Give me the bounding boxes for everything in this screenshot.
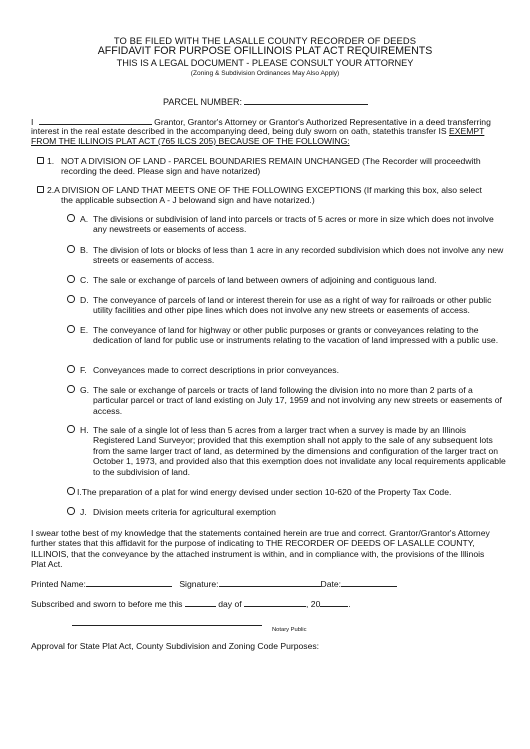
option-f-text: Conveyances made to correct descriptions in prior conveyances. [93,365,339,375]
option-g-letter: G. [80,385,90,395]
option-e-radio[interactable] [67,325,75,333]
option-e-text: The conveyance of land for highway or other public purposes or grants or conveyances relating to the dedication of land for public use or instruments relating to the vacation of land impressed with a public use. [93,325,499,346]
month-field[interactable] [244,598,306,607]
printed-name-label: Printed Name: [31,579,86,589]
sworn-statement: I swear tothe best of my knowledge that the statements contained herein are true and correct. Grantor/Grantor's Attorney further states that this affidavit for the purpose of indicating to THE RECORDER OF DEEDS OF LASALLE COUNTY, ILLINOIS, that the conveyance by the attached instrument is within, and in compliance with, the provisions of the Illinois Plat Act. [31,528,490,570]
signature-field[interactable] [219,578,321,587]
item-1-number: 1. [47,156,55,166]
option-d-text: The conveyance of parcels of land or interest therein for use as a right of way for railroads or other public utility facilities and other pipe lines which does not involve any new streets or easements of access. [93,295,492,316]
header-line-1: TO BE FILED WITH THE LASALLE COUNTY RECORDER OF DEEDS [113,35,417,46]
option-j-radio[interactable] [67,507,75,515]
intro-line-2 [31,126,516,136]
option-f-letter: F. [80,365,87,375]
option-b-letter: B. [80,245,89,255]
notary-label: Notary Public [272,627,307,633]
subscribed-prefix: Subscribed and sworn to before me this [31,599,183,609]
option-i-text: I.The preparation of a plat for wind energy devised under section 10-620 of the Property Tax Code. [77,487,452,497]
parcel-number-row [163,96,368,107]
option-a-text: The divisions or subdivision of land into parcels or tracts of 5 acres or more in size which does not involve any newstreets or easements of access. [93,214,494,235]
year-field[interactable] [320,598,351,609]
item-2-line-1: 2.A DIVISION OF LAND THAT MEETS ONE OF THE FOLLOWING EXCEPTIONS (If marking this box, also select [47,185,482,195]
option-f-radio[interactable] [67,365,75,373]
document-title: AFFIDAVIT FOR PURPOSE OFILLINOIS PLAT ACT REQUIREMENTS [97,45,433,57]
intro-text-2: interest in the real estate described in the accompanying deed, being duly sworn on oath, statethis transfer IS [31,126,449,136]
option-d-letter: D. [80,295,89,305]
parcel-number-field[interactable] [244,96,368,105]
option-d-radio[interactable] [67,295,75,303]
option-g-text: The sale or exchange of parcels or tracts of land following the division into no more than 2 parts of a particular parcel or tract of land existing on July 17, 1959 and not involving any new streets or easements of access. [93,385,502,416]
parcel-number-label: PARCEL NUMBER: [163,97,243,107]
option-c-text: The sale or exchange of parcels of land between owners of adjoining and contiguous land. [93,275,437,285]
option-i-radio[interactable] [67,487,75,495]
item-2-line-2: the applicable subsection A - J belowand sign and have notarized.) [61,195,315,205]
year-prefix: , 20 [306,599,321,609]
grantor-name-field[interactable] [39,116,152,125]
date-field[interactable] [341,578,397,587]
date-label: Date: [320,579,342,589]
printed-name-field[interactable] [86,578,172,587]
intro-line-3: FROM THE ILLINOIS PLAT ACT (765 ILCS 205) BECAUSE OF THE FOLLOWING: [31,136,350,146]
option-c-radio[interactable] [67,275,75,283]
signature-label: Signature: [179,579,219,589]
subscribed-suffix: . [348,599,351,609]
option-j-text: Division meets criteria for agricultural exemption [93,507,276,517]
zoning-note: (Zoning & Subdivision Ordinances May Also Apply) [190,70,340,77]
item-2-checkbox[interactable] [37,186,44,193]
option-c-letter: C. [80,275,89,285]
intro-prefix: I [31,117,34,127]
subscribed-row [31,598,511,609]
option-j-letter: J. [80,507,87,517]
option-g-radio[interactable] [67,385,75,393]
intro-text-1: Grantor, Grantor's Attorney or Grantor's Authorized Representative in a deed transferring [154,117,491,127]
option-b-radio[interactable] [67,245,75,253]
approval-statement: Approval for State Plat Act, County Subdivision and Zoning Code Purposes: [31,641,320,651]
legal-notice: THIS IS A LEGAL DOCUMENT - PLEASE CONSULT YOUR ATTORNEY [116,58,414,68]
day-field[interactable] [185,598,216,607]
option-e-letter: E. [80,325,89,335]
option-h-letter: H. [80,425,89,435]
signature-row [31,578,511,589]
option-h-radio[interactable] [67,425,75,433]
day-of-label: day of [218,599,242,609]
item-1-checkbox[interactable] [37,157,44,164]
option-h-text: The sale of a single lot of less than 5 acres from a larger tract when a survey is made by an Illinois Registered Land Surveyor; provided that this exemption shall not apply to the sale of any subsequent lots from the same larger tract of land, as determined by the dimensions and configuration of the larger tract on October 1, 1973, and provided also that this exemption does not invalidate any local requirements applicable to the subdivision of land. [93,425,506,477]
item-1-line-2: recording the deed. Please sign and have notarized) [61,166,261,176]
item-1-line-1: NOT A DIVISION OF LAND - PARCEL BOUNDARIES REMAIN UNCHANGED (The Recorder will proceedwith [61,156,481,166]
option-a-radio[interactable] [67,214,75,222]
notary-signature-line[interactable] [72,625,262,626]
exempt-text: EXEMPT [449,126,485,136]
option-a-letter: A. [80,214,89,224]
option-b-text: The division of lots or blocks of less than 1 acre in any recorded subdivision which does not involve any new streets or easements of access. [93,245,504,266]
